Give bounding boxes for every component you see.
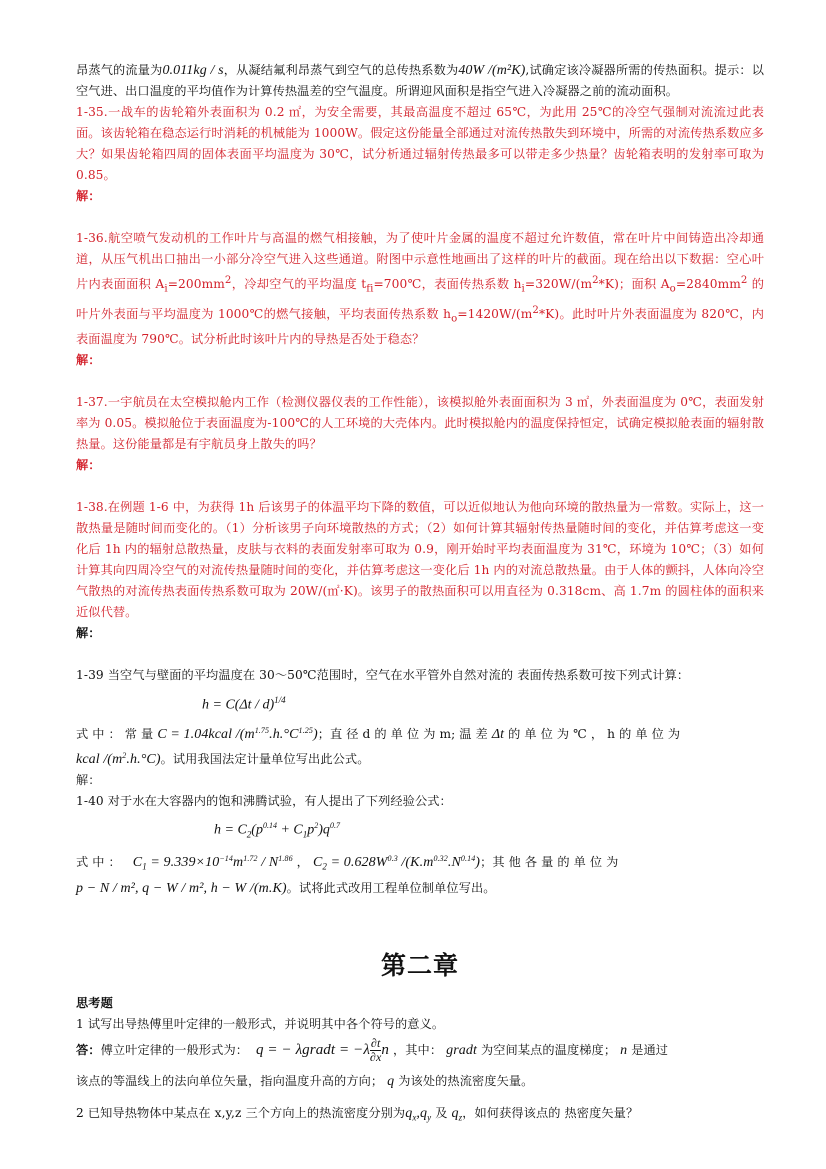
question-1: 1 试写出导热傅里叶定律的一般形式，并说明其中各个符号的意义。 xyxy=(76,1016,445,1031)
problem-1-40-desc: 式 中 ： $C_1 = 9.339\times 10^{-14}m^{1.72} / N^{1.86}$ ， $C_2 = 0.628W^{0.3}$ $/(K.m^{0.32}.N^{0.14})$；其 他 各 量 的 单 位 为 p − N / m², q − W / m², h − W /(m.K)。试将此式改用工程单位制单位写出。 xyxy=(76,854,619,896)
formula-1-39: h = C(Δt / d)$^{1/4}$ xyxy=(202,695,286,713)
problem-1-40: 1-40 对于水在大容器内的饱和沸腾试验，有人提出了下列经验公式： xyxy=(76,793,452,808)
intro-text-b: ，从凝结氟利昂蒸气到空气的总传热系数为 xyxy=(223,63,459,77)
intro-text-rest: 传热面积。提示：以空气进、出口温度的平均值作为计算传热温差的空气温度。所谓迎风面积是指空气进入冷凝器之前的流动面积。 xyxy=(76,63,764,98)
problem-1-36: 1-36.航空喷气发动机的工作叶片与高温的燃气相接触，为了使叶片金属的温度不超过允许数值，常在叶片中间铸造出冷却通道，从压气机出口抽出一小部分冷空气进入这些通道。附图中示意性地画出了这样的叶片的截面。现在给出以下数据：空心叶片内表面面积 $A_i=200mm^2$，冷却空气的平均温度 $t_{fi}=700℃$，表面传热系数 $h_i=320W/(m^2*K)$；面积 $A_o=2840mm^2$ 的叶片外表面与平均温度为 1000℃的燃气接触，平均表面传热系数 $h_o=1420W/(m^2*K)$。此时叶片外表面温度为 820℃，内表面温度为 790℃。试分析此时该叶片内的导热是否处于稳态？ xyxy=(76,231,764,346)
section-heading: 思考题 xyxy=(76,995,113,1010)
question-2: 2 已知导热物体中某点在 x,y,z 三个方向上的热流密度分别为$q_x,q_y$ 及 $q_z$，如何获得该点的 热密度矢量？ xyxy=(76,1105,639,1123)
document-page xyxy=(76,60,764,1128)
problem-1-39-desc: 式 中 ： 常 量 C = 1.04kcal $/(m^{1.75}.h.^\circ C^{1.25})$；直 径 d 的 单 位 为 m; 温 差 Δt 的 单 位 为 ℃ ， h 的 单 位 为 kcal $/(m^2.h.^\circ C)$。试用我国法定计量单位写出此公式。 xyxy=(76,725,681,767)
problem-1-39: 1-39 当空气与壁面的平均温度在 30～50℃范围时，空气在水平管外自然对流的 表面传热系数可按下列式计算： xyxy=(76,668,690,682)
answer-label-1-37: 解： xyxy=(76,458,101,472)
answer-label-1-36: 解： xyxy=(76,353,101,367)
answer-label-1-38: 解： xyxy=(76,626,101,640)
answer-label-1-35: 解： xyxy=(76,189,101,203)
problem-1-37: 1-37.一宇航员在太空模拟舱内工作（检测仪器仪表的工作性能），该模拟舱外表面面积为 3 ㎡，外表面温度为 0℃，表面发射率为 0.05。模拟舱位于表面温度为-100℃的人工环境的大壳体内。此时模拟舱内的温度保持恒定，试确定模拟舱表面的辐射散热量。这份能量都是有宇航员身上散失的吗？ xyxy=(76,395,764,451)
intro-text-c: ,试确定该冷凝器所需的 xyxy=(525,63,653,77)
problem-1-35: 1-35.一战车的齿轮箱外表面积为 0.2 ㎡，为安全需要，其最高温度不超过 65℃，为此用 25℃的冷空气强制对流流过此表面。该齿轮箱在稳态运行时消耗的机械能为 1000W。假定这份能量全部通过对流传热散失到环境中，所需的对流传热系数应多大？如果齿轮箱四周的固体表面平均温度为 30℃，试分析通过辐射传热最多可以带走多少热量？齿轮箱表明的发射率可取为 0.85。 xyxy=(76,105,764,182)
answer-label-1-39: 解： xyxy=(76,772,101,787)
chapter-title: 第二章 xyxy=(380,950,459,980)
heat-transfer-coefficient: 40W /(m²K) xyxy=(458,63,526,78)
formula-1-40: $h = C_2(p^{0.14} + C_1p^2)q^{0.7}$ xyxy=(214,820,340,840)
answer-1: 答：傅立叶定律的一般形式为： q = − λgradt = −λ $\frac{\partial t}{\partial x}$ n ，其中： gradt 为空间某点的温度梯度； n 是通过 该点的等温线上的法向单位矢量，指向温度升高的方向； q 为该处的热流密度矢量。 xyxy=(76,1035,669,1089)
problem-1-38: 1-38.在例题 1-6 中，为获得 1h 后该男子的体温平均下降的数值，可以近似地认为他向环境的散热量为一常数。实际上，这一散热量是随时间而变化的。（1）分析该男子向环境散热的方式；（2）如何计算其辐射传热量随时间的变化，并估算考虑这一变化后 1h 内的辐射总散热量，皮肤与衣料的表面发射率可取为 0.9，刚开始时平均表面温度为 31℃，环境为 10℃；（3）如何计算其向四周冷空气的对流传热量随时间的变化，并估算考虑这一变化后 1h 内的对流总散热量。由于人体的颤抖，人体向冷空气散热的对流传热表面传热系数可取为 20W/(㎡·K)。该男子的散热面积可以用直径为 0.318cm、高 1.7m 的圆柱体的面积来近似代替。 xyxy=(76,500,764,619)
intro-text: 昂蒸气的流量为 xyxy=(76,63,163,77)
flow-rate: 0.011kg / s xyxy=(162,63,224,78)
intro-paragraph xyxy=(76,60,764,102)
